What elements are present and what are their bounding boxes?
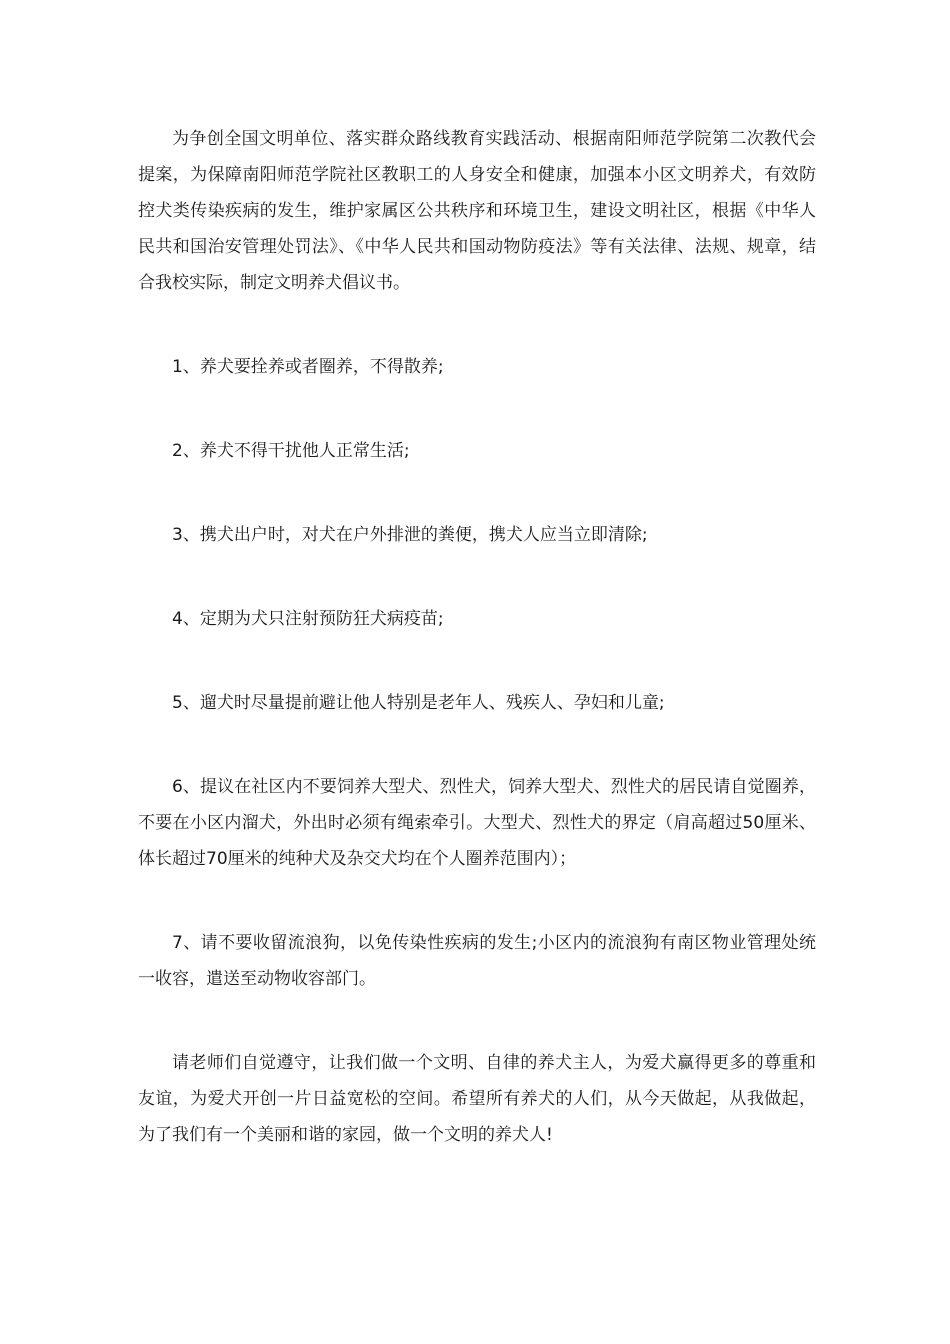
closing-paragraph: 请老师们自觉遵守，让我们做一个文明、自律的养犬主人，为爱犬赢得更多的尊重和友谊，为爱犬开创一片日益宽松的空间。希望所有养犬的人们，从今天做起，从我做起，为了我们有一个美丽和谐的家园，做一个文明的养犬人! — [138, 1053, 816, 1145]
rule-item-4: 4、定期为犬只注射预防狂犬病疫苗; — [172, 609, 444, 629]
document-page — [138, 121, 816, 1153]
rule-item-3: 3、携犬出户时，对犬在户外排泄的粪便，携犬人应当立即清除; — [172, 525, 648, 545]
rule-item-7: 7、请不要收留流浪狗，以免传染性疾病的发生;小区内的流浪狗有南区物业管理处统一收容，遣送至动物收容部门。 — [138, 933, 816, 989]
rule-item-1: 1、养犬要拴养或者圈养，不得散养; — [172, 357, 444, 377]
rule-item-5: 5、遛犬时尽量提前避让他人特别是老年人、残疾人、孕妇和儿童; — [172, 693, 665, 713]
rule-item-6: 6、提议在社区内不要饲养大型犬、烈性犬，饲养大型犬、烈性犬的居民请自觉圈养，不要在小区内溜犬，外出时必须有绳索牵引。大型犬、烈性犬的界定（肩高超过50厘米、体长超过70厘米的纯种犬及杂交犬均在个人圈养范围内）； — [138, 777, 816, 869]
intro-paragraph: 为争创全国文明单位、落实群众路线教育实践活动、根据南阳师范学院第二次教代会提案，为保障南阳师范学院社区教职工的人身安全和健康，加强本小区文明养犬，有效防控犬类传染疾病的发生，维护家属区公共秩序和环境卫生，建设文明社区，根据《中华人民共和国治安管理处罚法》、《中华人民共和国动物防疫法》等有关法律、法规、规章，结合我校实际，制定文明养犬倡议书。 — [138, 129, 816, 293]
rule-item-2: 2、养犬不得干扰他人正常生活; — [172, 441, 410, 461]
